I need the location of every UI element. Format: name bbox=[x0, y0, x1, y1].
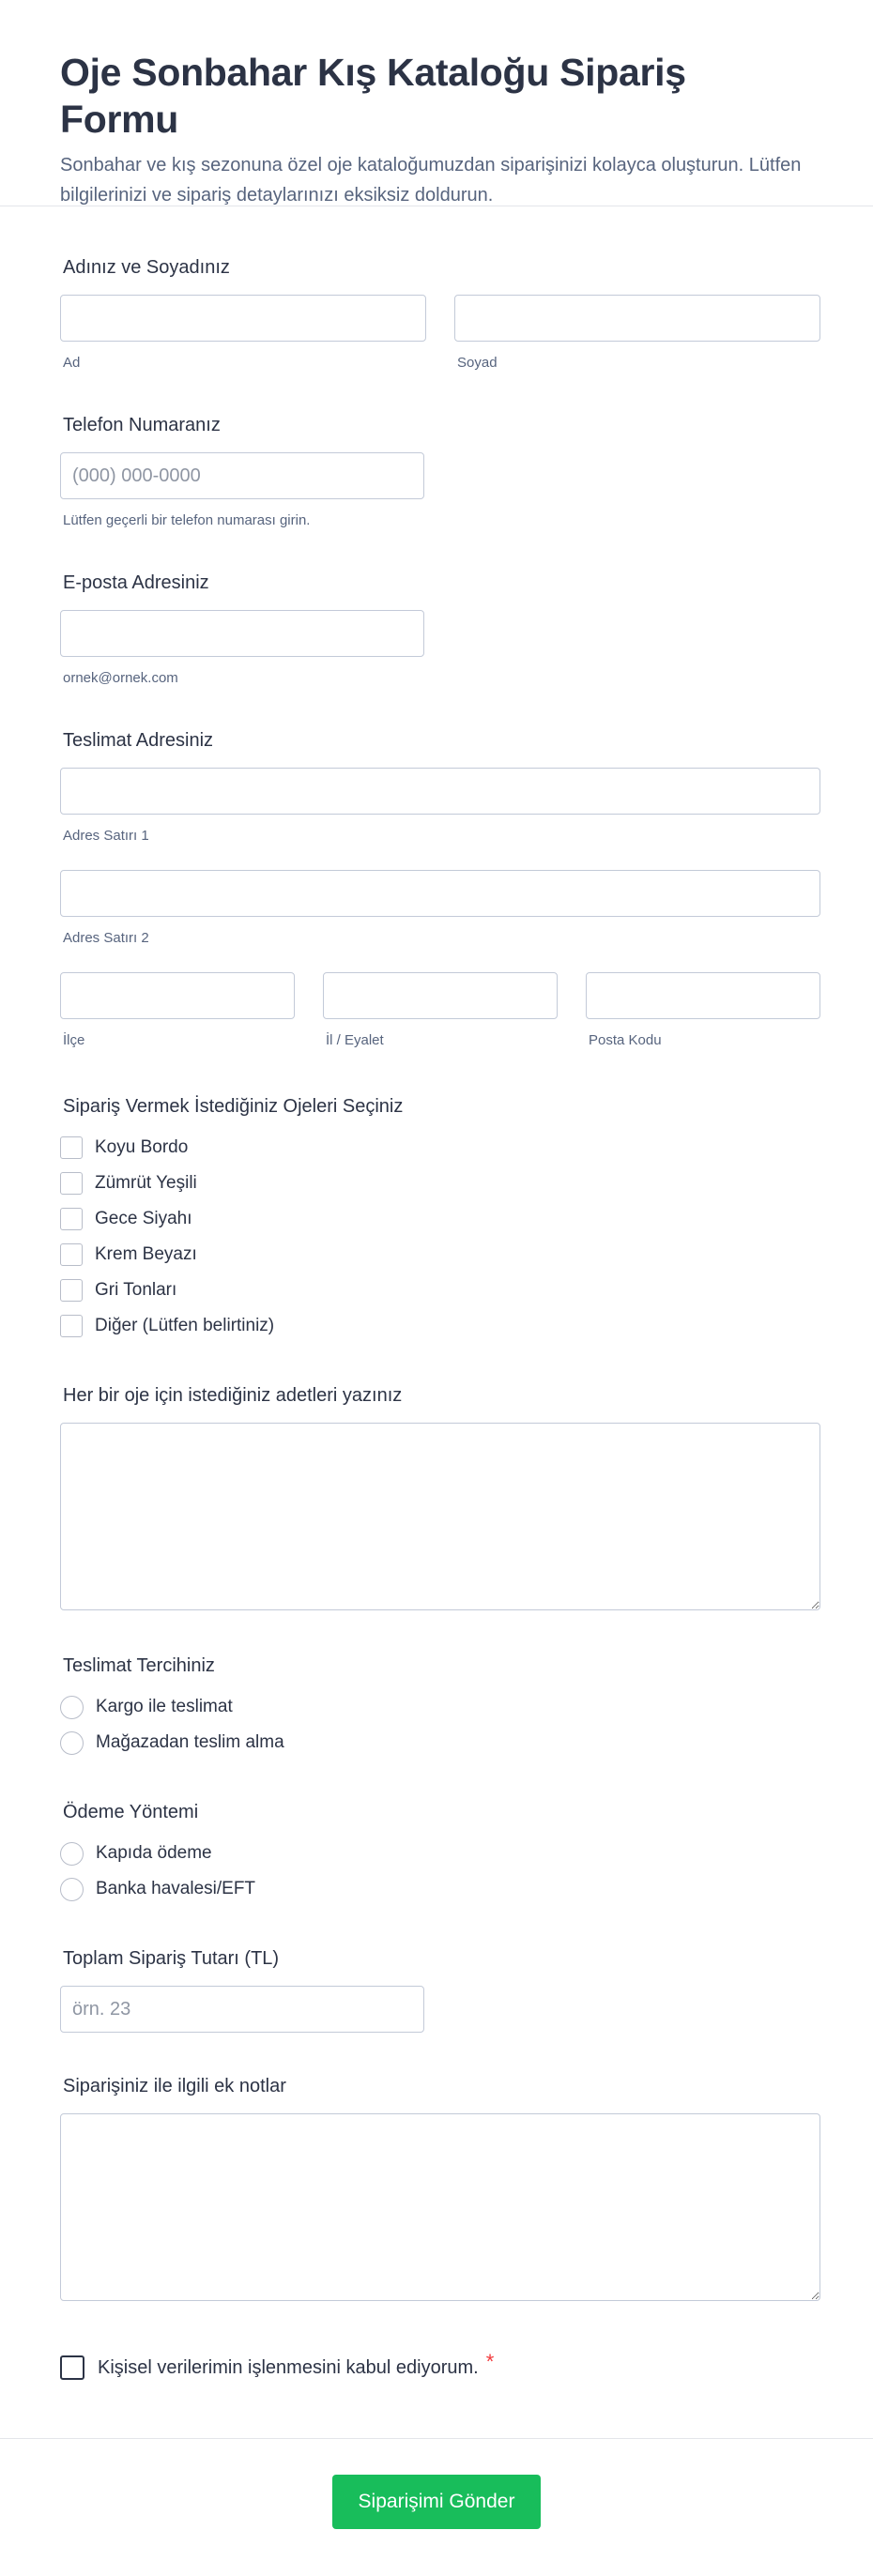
payment-option[interactable] bbox=[60, 1871, 820, 1907]
quantities-question bbox=[60, 1383, 820, 1610]
postal-code-input[interactable] bbox=[586, 972, 820, 1019]
quantities-label: Her bir oje için istediğiniz adetleri yazınız bbox=[63, 1385, 403, 1406]
consent-option[interactable] bbox=[60, 2350, 820, 2380]
last-name-group bbox=[454, 295, 820, 371]
district-sublabel: İlçe bbox=[63, 1032, 85, 1048]
payment-option[interactable] bbox=[60, 1836, 820, 1871]
polish-option[interactable] bbox=[60, 1273, 820, 1308]
form-header bbox=[0, 0, 873, 206]
delivery-label: Teslimat Tercihiniz bbox=[63, 1655, 215, 1676]
polish-option[interactable] bbox=[60, 1237, 820, 1273]
address-question bbox=[60, 728, 820, 1048]
email-input[interactable] bbox=[60, 610, 424, 657]
delivery-options bbox=[60, 1689, 820, 1761]
option-label: Koyu Bordo bbox=[95, 1137, 189, 1157]
checkbox[interactable] bbox=[60, 1208, 83, 1230]
district-group bbox=[60, 972, 295, 1048]
radio[interactable] bbox=[60, 1696, 84, 1719]
name-label: Adınız ve Soyadınız bbox=[63, 257, 230, 278]
name-question bbox=[60, 255, 820, 371]
checkbox[interactable] bbox=[60, 1136, 83, 1159]
page-title: Oje Sonbahar Kış Kataloğu Sipariş Formu bbox=[60, 51, 686, 141]
first-name-group bbox=[60, 295, 426, 371]
phone-sublabel: Lütfen geçerli bir telefon numarası girin. bbox=[63, 512, 311, 528]
address-label: Teslimat Adresiniz bbox=[63, 730, 214, 751]
address-line2-sublabel: Adres Satırı 2 bbox=[63, 930, 149, 946]
payment-label: Ödeme Yöntemi bbox=[63, 1802, 199, 1822]
address-line1-input[interactable] bbox=[60, 768, 820, 815]
address-line2-input[interactable] bbox=[60, 870, 820, 917]
checkbox[interactable] bbox=[60, 1172, 83, 1195]
radio[interactable] bbox=[60, 1878, 84, 1901]
option-label: Diğer (Lütfen belirtiniz) bbox=[95, 1316, 275, 1335]
province-sublabel: İl / Eyalet bbox=[326, 1032, 384, 1048]
postal-sublabel: Posta Kodu bbox=[589, 1032, 662, 1048]
polishes-question bbox=[60, 1094, 820, 1344]
last-name-input[interactable] bbox=[454, 295, 820, 342]
notes-label: Siparişiniz ile ilgili ek notlar bbox=[63, 2076, 286, 2096]
delivery-option[interactable] bbox=[60, 1689, 820, 1725]
polish-option[interactable] bbox=[60, 1308, 820, 1344]
option-label: Gece Siyahı bbox=[95, 1209, 192, 1228]
first-name-sublabel: Ad bbox=[63, 355, 81, 371]
polish-option[interactable] bbox=[60, 1130, 820, 1166]
province-input[interactable] bbox=[323, 972, 558, 1019]
checkbox[interactable] bbox=[60, 1315, 83, 1337]
submit-button[interactable]: Siparişimi Gönder bbox=[332, 2475, 541, 2529]
phone-question bbox=[60, 413, 820, 528]
consent-question bbox=[60, 2350, 820, 2380]
option-label: Banka havalesi/EFT bbox=[96, 1879, 256, 1898]
consent-checkbox[interactable] bbox=[60, 2355, 84, 2380]
form-footer bbox=[0, 2438, 873, 2576]
district-input[interactable] bbox=[60, 972, 295, 1019]
polish-option[interactable] bbox=[60, 1201, 820, 1237]
last-name-sublabel: Soyad bbox=[457, 355, 498, 371]
polishes-label: Sipariş Vermek İstediğiniz Ojeleri Seçiniz bbox=[63, 1096, 404, 1117]
postal-group bbox=[586, 972, 820, 1048]
notes-textarea[interactable] bbox=[60, 2113, 820, 2301]
option-label: Zümrüt Yeşili bbox=[95, 1173, 197, 1193]
total-label: Toplam Sipariş Tutarı (TL) bbox=[63, 1948, 280, 1969]
option-label: Kargo ile teslimat bbox=[96, 1697, 233, 1716]
radio[interactable] bbox=[60, 1731, 84, 1755]
notes-question bbox=[60, 2074, 820, 2301]
radio[interactable] bbox=[60, 1842, 84, 1866]
first-name-input[interactable] bbox=[60, 295, 426, 342]
delivery-option[interactable] bbox=[60, 1725, 820, 1761]
email-question bbox=[60, 571, 820, 686]
delivery-question bbox=[60, 1654, 820, 1761]
consent-label: Kişisel verilerimin işlenmesini kabul ediyorum. bbox=[98, 2356, 479, 2378]
option-label: Gri Tonları bbox=[95, 1280, 177, 1300]
phone-label: Telefon Numaranız bbox=[63, 415, 221, 435]
required-mark: * bbox=[485, 2350, 495, 2373]
total-input[interactable] bbox=[60, 1986, 424, 2033]
option-label: Mağazadan teslim alma bbox=[96, 1732, 284, 1752]
address-line1-sublabel: Adres Satırı 1 bbox=[63, 828, 149, 844]
option-label: Krem Beyazı bbox=[95, 1244, 197, 1264]
payment-options bbox=[60, 1836, 820, 1907]
polish-options bbox=[60, 1130, 820, 1344]
email-label: E-posta Adresiniz bbox=[63, 572, 209, 593]
quantities-textarea[interactable] bbox=[60, 1423, 820, 1610]
polish-option[interactable] bbox=[60, 1166, 820, 1201]
province-group bbox=[323, 972, 558, 1048]
phone-input[interactable] bbox=[60, 452, 424, 499]
email-sublabel: ornek@ornek.com bbox=[63, 670, 178, 686]
page-subtitle: Sonbahar ve kış sezonuna özel oje kataloğumuzdan siparişinizi kolayca oluşturun. Lütfen bilgilerinizi ve sipariş detaylarınızı eksiksiz doldurun. bbox=[60, 155, 802, 206]
payment-question bbox=[60, 1800, 820, 1907]
checkbox[interactable] bbox=[60, 1279, 83, 1302]
option-label: Kapıda ödeme bbox=[96, 1843, 212, 1863]
total-question bbox=[60, 1946, 820, 2033]
checkbox[interactable] bbox=[60, 1243, 83, 1266]
